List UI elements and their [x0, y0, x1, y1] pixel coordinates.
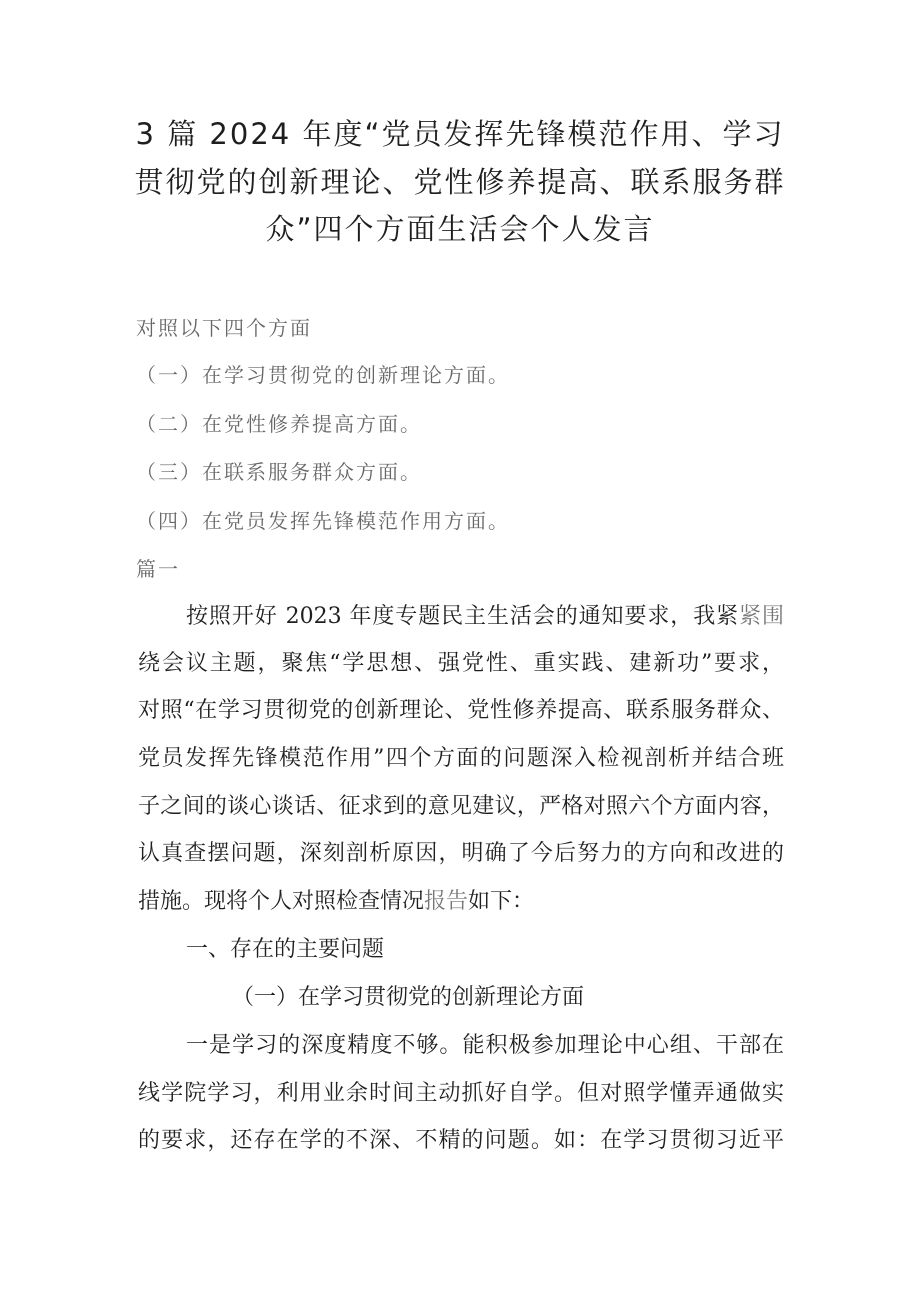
- toc-intro: 对照以下四个方面: [136, 316, 312, 340]
- para1-line-1-highlight: 紧围: [739, 604, 784, 629]
- report-link-text: 报告: [424, 889, 469, 914]
- subsection-heading-1: （一）在学习贯彻党的创新理论方面: [232, 985, 585, 1010]
- part-label: 篇一: [136, 557, 180, 581]
- document-title-line-2: 贯彻党的创新理论、党性修养提高、联系服务群: [134, 165, 786, 199]
- para2-line-1: 一是学习的深度精度不够。能积极参加理论中心组、干部在: [186, 1033, 784, 1058]
- para2-line-2: 线学院学习，利用业余时间主动抓好自学。但对照学懂弄通做实: [138, 1081, 784, 1106]
- para2-line-3: 的要求，还存在学的不深、不精的问题。如：在学习贯彻习近平: [138, 1128, 784, 1153]
- para1-line-1-text: 按照开好 2023 年度专题民主生活会的通知要求，我紧: [186, 604, 740, 629]
- para1-line-6: 认真查摆问题，深刻剖析原因，明确了今后努力的方向和改进的: [138, 841, 784, 866]
- document-title-line-3: 众”四个方面生活会个人发言: [265, 212, 655, 246]
- para1-line-7-text-c: 如下：: [468, 889, 535, 914]
- para1-line-2: 绕会议主题，聚焦“学思想、强党性、重实践、建新功”要求，: [138, 651, 784, 676]
- para1-line-1: [186, 599, 784, 630]
- document-title-line-1: 3 篇 2024 年度“党员发挥先锋模范作用、学习: [135, 117, 785, 151]
- toc-item-1: （一）在学习贯彻党的创新理论方面。: [136, 363, 510, 387]
- para1-line-4: 党员发挥先锋模范作用”四个方面的问题深入检视剖析并结合班: [138, 746, 784, 771]
- toc-item-4: （四）在党员发挥先锋模范作用方面。: [136, 509, 510, 533]
- para1-line-3: 对照“在学习贯彻党的创新理论、党性修养提高、联系服务群众、: [138, 698, 784, 723]
- para1-line-7: [138, 884, 784, 915]
- section-heading-1: 一、存在的主要问题: [186, 937, 385, 962]
- para1-line-5: 子之间的谈心谈话、征求到的意见建议，严格对照六个方面内容，: [138, 794, 784, 819]
- para1-line-7-text-a: 措施。现将个人对照检查情况: [138, 889, 425, 914]
- toc-item-3: （三）在联系服务群众方面。: [136, 460, 422, 484]
- toc-item-2: （二）在党性修养提高方面。: [136, 412, 422, 436]
